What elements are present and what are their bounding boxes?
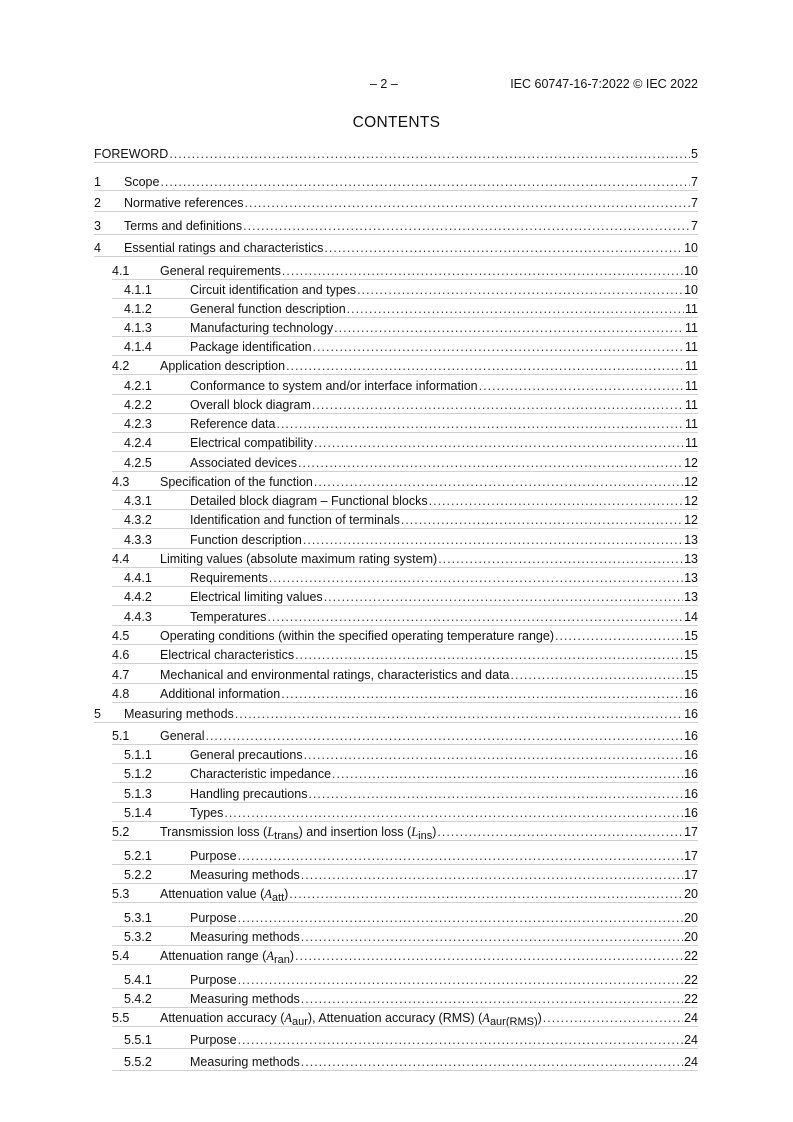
- toc-entry-label: Identification and function of terminals: [190, 513, 400, 527]
- toc-entry[interactable]: [94, 416, 698, 432]
- toc-entry[interactable]: [94, 551, 698, 567]
- toc-entry[interactable]: [94, 532, 698, 548]
- toc-entry[interactable]: [94, 435, 698, 451]
- toc-entry-number: 4.3: [112, 475, 130, 489]
- toc-separator: [112, 702, 698, 703]
- toc-entry-label: Detailed block diagram – Functional blocks: [190, 494, 428, 508]
- toc-entry[interactable]: [94, 910, 698, 926]
- toc-entry[interactable]: [94, 647, 698, 663]
- toc-entry-page: 16: [684, 707, 698, 721]
- toc-entry-number: 4.4: [112, 552, 130, 566]
- toc-entry[interactable]: [94, 824, 698, 840]
- toc-entry-number: 4.3.2: [124, 513, 152, 527]
- toc-entry-page: 11: [685, 359, 698, 373]
- toc-entry-label: Essential ratings and characteristics: [124, 241, 324, 255]
- toc-entry-page: 11: [685, 379, 698, 393]
- toc-entry[interactable]: [94, 1010, 698, 1026]
- toc-leader-dots: [301, 929, 683, 945]
- toc-leader-dots: [238, 972, 684, 988]
- contents-title: CONTENTS: [352, 114, 441, 131]
- toc-entry-label: Additional information: [160, 687, 281, 701]
- toc-entry-number: 4.2.5: [124, 456, 152, 470]
- toc-separator: [112, 1048, 698, 1049]
- toc-entry[interactable]: [94, 358, 698, 374]
- toc-entry-page: 13: [684, 590, 698, 604]
- toc-separator: [112, 1070, 698, 1071]
- toc-entry[interactable]: [94, 493, 698, 509]
- toc-entry-number: 5.2.1: [124, 849, 152, 863]
- toc-leader-dots: [437, 824, 683, 840]
- toc-entry-page: 15: [684, 668, 698, 682]
- toc-entry-number: 5.3.2: [124, 930, 152, 944]
- toc-leader-dots: [245, 195, 691, 211]
- toc-entry-label: Purpose: [190, 911, 237, 925]
- toc-entry-label: Measuring methods: [190, 930, 300, 944]
- toc-entry[interactable]: [94, 686, 698, 702]
- toc-entry-label: Electrical characteristics: [160, 648, 295, 662]
- toc-entry-number: 4.1.1: [124, 283, 152, 297]
- toc-entry-label: Transmission loss $(L_{trans})$ and insertion loss $(L_{ins})$: [160, 825, 437, 842]
- toc-entry-page: 17: [684, 849, 698, 863]
- toc-leader-dots: [357, 282, 683, 298]
- toc-entry-page: 11: [685, 417, 698, 431]
- toc-separator: [112, 451, 698, 452]
- toc-entry-number: 3: [94, 219, 101, 233]
- toc-entry-label: Reference data: [190, 417, 276, 431]
- toc-entry[interactable]: [94, 282, 698, 298]
- toc-entry[interactable]: [94, 589, 698, 605]
- toc-separator: [112, 864, 698, 865]
- toc-entry[interactable]: [94, 706, 698, 722]
- toc-entry-number: 4.5: [112, 629, 130, 643]
- toc-entry[interactable]: [94, 474, 698, 490]
- toc-entry[interactable]: [94, 867, 698, 883]
- toc-separator: [112, 1007, 698, 1008]
- toc-entry-number: 4.6: [112, 648, 130, 662]
- toc-entry[interactable]: [94, 218, 698, 234]
- toc-separator: [94, 211, 698, 212]
- toc-leader-dots: [301, 1054, 683, 1070]
- toc-leader-dots: [324, 589, 683, 605]
- toc-entry-number: 4.1.4: [124, 340, 152, 354]
- toc-entry-number: 5.4.1: [124, 973, 152, 987]
- toc-separator: [112, 413, 698, 414]
- toc-entry[interactable]: [94, 570, 698, 586]
- toc-separator: [112, 945, 698, 946]
- toc-leader-dots: [304, 747, 684, 763]
- toc-separator: [94, 190, 698, 191]
- toc-leader-dots: [238, 910, 684, 926]
- toc-entry[interactable]: [94, 805, 698, 821]
- toc-entry[interactable]: [94, 728, 698, 744]
- toc-entry-page: 13: [684, 571, 698, 585]
- toc-separator: [94, 256, 698, 257]
- toc-entry-number: 4.2.1: [124, 379, 152, 393]
- toc-entry-label: Normative references: [124, 196, 244, 210]
- toc-leader-dots: [298, 455, 683, 471]
- toc-entry-label: Handling precautions: [190, 787, 308, 801]
- toc-entry-number: 5.3.1: [124, 911, 152, 925]
- toc-entry-label: Measuring methods: [190, 1055, 300, 1069]
- toc-separator: [112, 586, 698, 587]
- toc-entry-number: 4.3.3: [124, 533, 152, 547]
- toc-entry[interactable]: [94, 339, 698, 355]
- toc-leader-dots: [295, 647, 683, 663]
- toc-entry-number: 4: [94, 241, 101, 255]
- toc-entry[interactable]: [94, 667, 698, 683]
- toc-entry-page: 13: [684, 533, 698, 547]
- toc-separator: [112, 763, 698, 764]
- page-number: – 2 –: [370, 77, 398, 91]
- toc-entry-number: 2: [94, 196, 101, 210]
- toc-leader-dots: [224, 805, 683, 821]
- toc-leader-dots: [267, 609, 683, 625]
- toc-entry-number: 5.5.2: [124, 1055, 152, 1069]
- toc-entry[interactable]: [94, 378, 698, 394]
- toc-leader-dots: [308, 786, 683, 802]
- toc-entry-page: 10: [684, 264, 698, 278]
- toc-entry-page: 11: [685, 321, 698, 335]
- toc-entry-page: 22: [684, 992, 698, 1006]
- toc-separator: [94, 234, 698, 235]
- toc-leader-dots: [301, 991, 683, 1007]
- toc-entry-label: Overall block diagram: [190, 398, 311, 412]
- toc-entry-page: 24: [684, 1055, 698, 1069]
- toc-entry-page: 15: [684, 629, 698, 643]
- toc-entry-page: 10: [684, 241, 698, 255]
- toc-entry-number: 4.8: [112, 687, 130, 701]
- toc-leader-dots: [238, 1032, 684, 1048]
- toc-separator: [112, 432, 698, 433]
- toc-entry-number: 5.4.2: [124, 992, 152, 1006]
- toc-separator: [112, 840, 698, 841]
- toc-entry-label: General precautions: [190, 748, 303, 762]
- toc-separator: [112, 471, 698, 472]
- toc-leader-dots: [401, 512, 683, 528]
- toc-leader-dots: [313, 339, 684, 355]
- toc-separator: [112, 394, 698, 395]
- toc-separator: [94, 722, 698, 723]
- toc-separator: [112, 926, 698, 927]
- toc-entry[interactable]: [94, 991, 698, 1007]
- toc-entry-label: Measuring methods: [124, 707, 234, 721]
- toc-leader-dots: [334, 320, 684, 336]
- toc-entry-label: Types: [190, 806, 224, 820]
- toc-entry[interactable]: [94, 263, 698, 279]
- toc-leader-dots: [286, 358, 684, 374]
- toc-leader-dots: [160, 174, 690, 190]
- toc-entry-number: 5.5: [112, 1011, 130, 1025]
- toc-entry-page: 5: [691, 147, 698, 161]
- toc-entry-number: 5.1.4: [124, 806, 152, 820]
- toc-leader-dots: [301, 867, 683, 883]
- toc-entry[interactable]: [94, 766, 698, 782]
- toc-entry-label: Mechanical and environmental ratings, characteristics and data: [160, 668, 510, 682]
- toc-leader-dots: [289, 886, 683, 902]
- toc-leader-dots: [312, 397, 684, 413]
- toc-entry-label: General requirements: [160, 264, 281, 278]
- toc-entry[interactable]: [94, 948, 698, 964]
- toc-entry[interactable]: [94, 174, 698, 190]
- toc-separator: [112, 336, 698, 337]
- toc-entry-label: Scope: [124, 175, 160, 189]
- toc-entry-label: Manufacturing technology: [190, 321, 334, 335]
- toc-entry-number: 5.1: [112, 729, 130, 743]
- toc-entry[interactable]: [94, 628, 698, 644]
- toc-leader-dots: [205, 728, 683, 744]
- toc-entry-page: 11: [685, 398, 698, 412]
- toc-entry-label: Electrical limiting values: [190, 590, 323, 604]
- toc-leader-dots: [282, 263, 683, 279]
- toc-entry-label: FOREWORD: [94, 147, 169, 161]
- toc-entry-label: Terms and definitions: [124, 219, 243, 233]
- toc-entry-number: 4.1.3: [124, 321, 152, 335]
- toc-entry-number: 4.1.2: [124, 302, 152, 316]
- toc-entry-label: Conformance to system and/or interface information: [190, 379, 478, 393]
- toc-entry-label: Temperatures: [190, 610, 267, 624]
- toc-entry[interactable]: [94, 301, 698, 317]
- toc-entry-label: Measuring methods: [190, 868, 300, 882]
- toc-entry-number: 5.4: [112, 949, 130, 963]
- toc-entry[interactable]: [94, 1032, 698, 1048]
- toc-entry[interactable]: [94, 747, 698, 763]
- toc-entry-label: Circuit identification and types: [190, 283, 357, 297]
- toc-entry-page: 10: [684, 283, 698, 297]
- toc-leader-dots: [479, 378, 684, 394]
- toc-entry-page: 20: [684, 887, 698, 901]
- toc-entry-label: Electrical compatibility: [190, 436, 313, 450]
- toc-leader-dots: [347, 301, 684, 317]
- toc-entry-label: Measuring methods: [190, 992, 300, 1006]
- toc-separator: [112, 298, 698, 299]
- toc-entry[interactable]: [94, 195, 698, 211]
- toc-entry-page: 16: [684, 687, 698, 701]
- toc-entry-page: 16: [684, 767, 698, 781]
- toc-entry-page: 17: [684, 825, 698, 839]
- toc-entry[interactable]: [94, 609, 698, 625]
- toc-entry-page: 24: [684, 1033, 698, 1047]
- toc-entry-number: 4.2.2: [124, 398, 152, 412]
- toc-entry-label: Characteristic impedance: [190, 767, 332, 781]
- toc-leader-dots: [269, 570, 683, 586]
- toc-separator: [94, 162, 698, 163]
- toc-separator: [112, 821, 698, 822]
- toc-leader-dots: [314, 474, 683, 490]
- toc-entry-page: 11: [685, 436, 698, 450]
- toc-entry-page: 20: [684, 911, 698, 925]
- toc-separator: [112, 744, 698, 745]
- toc-leader-dots: [332, 766, 683, 782]
- toc-entry[interactable]: [94, 397, 698, 413]
- toc-separator: [112, 964, 698, 965]
- toc-entry-label: Associated devices: [190, 456, 298, 470]
- toc-separator: [112, 355, 698, 356]
- toc-entry-page: 17: [684, 868, 698, 882]
- toc-entry-page: 16: [684, 787, 698, 801]
- toc-leader-dots: [438, 551, 683, 567]
- toc-entry-label: Attenuation value $(A_{att})$: [160, 887, 289, 904]
- toc-leader-dots: [238, 848, 684, 864]
- toc-entry-page: 12: [684, 513, 698, 527]
- toc-entry[interactable]: [94, 929, 698, 945]
- toc-leader-dots: [314, 435, 684, 451]
- toc-entry[interactable]: [94, 320, 698, 336]
- toc-separator: [112, 683, 698, 684]
- toc-entry-label: Purpose: [190, 1033, 237, 1047]
- toc-leader-dots: [169, 146, 690, 162]
- toc-entry-page: 11: [685, 340, 698, 354]
- toc-entry[interactable]: [94, 972, 698, 988]
- toc-entry-number: 4.2: [112, 359, 130, 373]
- toc-entry[interactable]: [94, 146, 698, 162]
- toc-leader-dots: [295, 948, 683, 964]
- toc-entry-page: 11: [685, 302, 698, 316]
- toc-entry-label: Specification of the function: [160, 475, 313, 489]
- toc-separator: [112, 988, 698, 989]
- toc-leader-dots: [243, 218, 690, 234]
- toc-entry-label: Limiting values (absolute maximum rating system): [160, 552, 438, 566]
- toc-entry-page: 15: [684, 648, 698, 662]
- toc-leader-dots: [276, 416, 684, 432]
- toc-entry-page: 16: [684, 729, 698, 743]
- toc-entry-number: 4.7: [112, 668, 130, 682]
- toc-entry-number: 4.4.3: [124, 610, 152, 624]
- toc-entry-number: 5.2.2: [124, 868, 152, 882]
- toc-leader-dots: [543, 1010, 683, 1026]
- toc-separator: [112, 902, 698, 903]
- toc-entry-page: 13: [684, 552, 698, 566]
- toc-separator: [112, 279, 698, 280]
- toc-entry[interactable]: [94, 512, 698, 528]
- toc-entry-number: 5.3: [112, 887, 130, 901]
- toc-separator: [112, 605, 698, 606]
- toc-entry-number: 5.1.2: [124, 767, 152, 781]
- toc-entry-number: 4.2.3: [124, 417, 152, 431]
- toc-entry-label: Purpose: [190, 849, 237, 863]
- toc-separator: [112, 548, 698, 549]
- toc-entry-label: Requirements: [190, 571, 268, 585]
- toc-separator: [112, 782, 698, 783]
- toc-separator: [112, 528, 698, 529]
- toc-entry-label: Function description: [190, 533, 302, 547]
- toc-entry-number: 1: [94, 175, 101, 189]
- toc-entry-page: 7: [691, 196, 698, 210]
- toc-entry-page: 12: [684, 475, 698, 489]
- toc-entry-label: General function description: [190, 302, 346, 316]
- document-id: IEC 60747-16-7:2022 © IEC 2022: [510, 77, 698, 91]
- toc-entry-page: 16: [684, 806, 698, 820]
- toc-entry-label: Application description: [160, 359, 286, 373]
- toc-separator: [112, 490, 698, 491]
- toc-entry-number: 5.1.3: [124, 787, 152, 801]
- toc-entry-page: 22: [684, 949, 698, 963]
- toc-entry[interactable]: [94, 455, 698, 471]
- toc-entry-label: General: [160, 729, 205, 743]
- toc-entry-number: 4.1: [112, 264, 130, 278]
- toc-separator: [112, 644, 698, 645]
- toc-leader-dots: [235, 706, 683, 722]
- toc-separator: [112, 374, 698, 375]
- toc-entry-page: 14: [684, 610, 698, 624]
- toc-leader-dots: [281, 686, 683, 702]
- toc-entry-number: 4.4.2: [124, 590, 152, 604]
- toc-entry-page: 7: [691, 175, 698, 189]
- toc-entry-page: 20: [684, 930, 698, 944]
- toc-entry[interactable]: [94, 786, 698, 802]
- toc-entry[interactable]: [94, 886, 698, 902]
- toc-entry-number: 5.5.1: [124, 1033, 152, 1047]
- toc-separator: [112, 317, 698, 318]
- toc-entry-label: Attenuation range $(A_{ran})$: [160, 949, 295, 966]
- toc-entry[interactable]: [94, 848, 698, 864]
- toc-entry-number: 4.2.4: [124, 436, 152, 450]
- toc-separator: [112, 883, 698, 884]
- toc-separator: [112, 1026, 698, 1027]
- toc-entry-label: Operating conditions (within the specified operating temperature range): [160, 629, 554, 643]
- toc-leader-dots: [429, 493, 683, 509]
- toc-entry-label: Package identification: [190, 340, 312, 354]
- toc-entry[interactable]: [94, 240, 698, 256]
- toc-leader-dots: [303, 532, 683, 548]
- toc-entry-number: 5.2: [112, 825, 130, 839]
- toc-entry-page: 24: [684, 1011, 698, 1025]
- toc-entry-number: 4.4.1: [124, 571, 152, 585]
- toc-entry-page: 12: [684, 456, 698, 470]
- toc-separator: [112, 509, 698, 510]
- toc-separator: [112, 567, 698, 568]
- toc-entry-page: 12: [684, 494, 698, 508]
- toc-entry-number: 5: [94, 707, 101, 721]
- toc-entry-number: 4.3.1: [124, 494, 152, 508]
- toc-separator: [112, 625, 698, 626]
- toc-entry-label: Purpose: [190, 973, 237, 987]
- toc-entry-number: 5.1.1: [124, 748, 152, 762]
- toc-separator: [112, 802, 698, 803]
- toc-leader-dots: [324, 240, 683, 256]
- toc-separator: [112, 663, 698, 664]
- toc-entry-page: 22: [684, 973, 698, 987]
- toc-entry-page: 7: [691, 219, 698, 233]
- toc-leader-dots: [555, 628, 683, 644]
- toc-entry-page: 16: [684, 748, 698, 762]
- toc-entry[interactable]: [94, 1054, 698, 1070]
- toc-entry-label: Attenuation accuracy $(A_{aur})$, Attenuation accuracy (RMS) $(A_{aur(RMS)})$: [160, 1011, 542, 1028]
- toc-leader-dots: [511, 667, 684, 683]
